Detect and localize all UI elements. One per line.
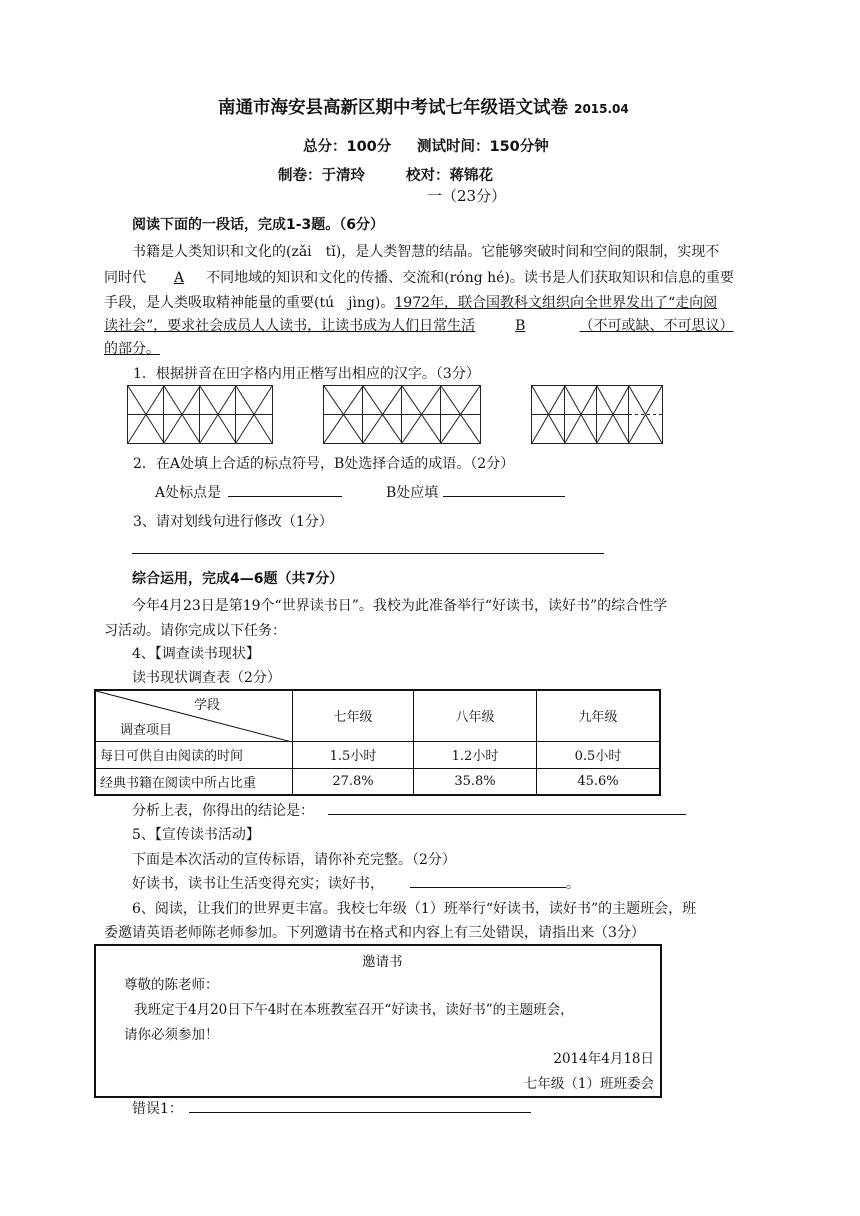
invitation-greeting: 尊敬的陈老师： [124, 977, 219, 993]
invitation-body-2: 请你必须参加！ [124, 1027, 219, 1043]
grid-cell[interactable] [597, 386, 629, 443]
idiom-options: （不可或缺、不可思议） [579, 318, 734, 334]
checker: 校对：蒋锦花 [406, 168, 493, 184]
table-cell: 0.5小时 [537, 741, 661, 768]
question-5: 5、【宣传读书活动】 [132, 827, 260, 843]
title-text: 南通市海安县高新区期中考试七年级语文试卷 [218, 98, 568, 118]
slogan-answer-line[interactable] [410, 887, 566, 888]
row-label: 经典书籍在阅读中所占比重 [95, 768, 293, 795]
row-label: 每日可供自由阅读的时间 [95, 741, 293, 768]
author: 制卷：于清玲 [278, 168, 365, 184]
tianzige-grid-1[interactable] [127, 385, 273, 444]
answer-a-line[interactable] [228, 496, 342, 497]
invitation-title: 邀请书 [362, 954, 403, 970]
exam-date: 2015.04 [574, 102, 629, 116]
table-cell: 1.2小时 [414, 741, 537, 768]
blank-b: B [515, 318, 526, 334]
question-6-line-2: 委邀请英语老师陈老师参加。下列邀请书在格式和内容上有三处错误，请指出来（3分） [104, 925, 645, 941]
invitation-letter [94, 944, 662, 1098]
question-6-line-1: 6、阅读，让我们的世界更丰富。我校七年级（1）班举行“好读书，读好书”的主题班会，班 [132, 901, 697, 917]
invitation-signer: 七年级（1）班班委会 [523, 1076, 654, 1092]
passage-line-4 [104, 314, 760, 338]
underlined-sentence: 1972年，联合国教科文组织向全世界发出了“走向阅 [394, 295, 718, 311]
grid-cell[interactable] [324, 386, 363, 443]
corner-top-label: 学段 [194, 698, 221, 713]
passage-line-3 [104, 291, 760, 315]
analysis-label: 分析上表，你得出的结论是： [132, 803, 314, 819]
table-cell: 45.6% [537, 768, 661, 795]
tianzige-grid-2[interactable] [323, 385, 481, 444]
table-title: 读书现状调查表（2分） [132, 670, 281, 686]
error-1-answer-line[interactable] [189, 1112, 531, 1113]
invitation-body-1: 我班定于4月20日下午4时在本班教室召开“好读书，读好书”的主题班会， [134, 1002, 574, 1018]
error-1-label: 错误1： [132, 1101, 183, 1117]
question-5-desc: 下面是本次活动的宣传标语，请你补充完整。（2分） [132, 852, 456, 868]
grid-cell[interactable] [565, 386, 597, 443]
answer-b-line[interactable] [443, 496, 565, 497]
passage-line-2 [104, 266, 760, 290]
passage-line-5 [104, 337, 760, 361]
grid-cell[interactable] [128, 386, 164, 443]
exam-time: 测试时间：150分钟 [417, 139, 549, 155]
table-cell: 27.8% [293, 768, 414, 795]
slogan: 好读书，读书让生活变得充实；读好书， [132, 876, 384, 892]
section-heading: 一（23分） [427, 187, 507, 205]
corner-bottom-label: 调查项目 [120, 723, 173, 738]
answer-a-label: A处标点是 [155, 485, 222, 501]
grid-cell[interactable] [200, 386, 236, 443]
column-header: 八年级 [414, 690, 537, 741]
grid-cell[interactable] [532, 386, 565, 443]
grid-cell[interactable] [441, 386, 480, 443]
table-cell: 35.8% [414, 768, 537, 795]
slogan-end: 。 [566, 876, 580, 892]
underlined-sentence: 读社会”，要求社会成员人人读书，让读书成为人们日常生活 [104, 318, 476, 334]
passage-text: 手段，是人类吸取精神能量的重要(tú jìng)。 [104, 295, 395, 311]
intro-line-1: 今年4月23日是第19个“世界读书日”。我校为此准备举行“好读书，读好书”的综合性学 [132, 598, 668, 614]
grid-cell[interactable] [629, 386, 662, 443]
intro-line-2: 习活动。请你完成以下任务： [104, 623, 286, 639]
page-title [218, 94, 629, 119]
grid-cell[interactable] [164, 386, 200, 443]
passage-text: 不同地域的知识和文化的传播、交流和(róng hé)。读书是人们获取知识和信息的重要 [206, 270, 734, 286]
table-cell: 1.5小时 [293, 741, 414, 768]
part2-heading: 综合运用，完成4—6题（共7分） [132, 571, 344, 587]
question-2: 2．在A处填上合适的标点符号，B处选择合适的成语。（2分） [133, 456, 515, 472]
grid-cell[interactable] [363, 386, 402, 443]
tianzige-grid-3[interactable] [531, 385, 663, 444]
blank-a: A [174, 270, 185, 286]
passage-line-1: 书籍是人类知识和文化的(zǎi tǐ)，是人类智慧的结晶。它能够突破时间和空间的限制，实现不 [132, 244, 720, 260]
column-header: 七年级 [293, 690, 414, 741]
question-1: 1．根据拼音在田字格内用正楷写出相应的汉字。（3分） [133, 366, 480, 382]
column-header: 九年级 [537, 690, 661, 741]
question-3: 3、请对划线句进行修改（1分） [133, 514, 333, 530]
table-corner-cell [95, 690, 293, 741]
passage-text: 同时代 [104, 270, 146, 286]
analysis-answer-line[interactable] [328, 814, 686, 815]
grid-cell[interactable] [236, 386, 272, 443]
survey-table [94, 689, 661, 796]
answer-b-label: B处应填 [386, 485, 439, 501]
grid-cell[interactable] [402, 386, 441, 443]
answer-3-line[interactable] [132, 553, 604, 554]
total-score: 总分：100分 [303, 139, 392, 155]
underlined-sentence: 的部分。 [104, 341, 160, 357]
invitation-date: 2014年4月18日 [553, 1051, 654, 1067]
question-4: 4、【调查读书现状】 [132, 646, 260, 662]
part1-heading: 阅读下面的一段话，完成1-3题。（6分） [132, 217, 385, 233]
